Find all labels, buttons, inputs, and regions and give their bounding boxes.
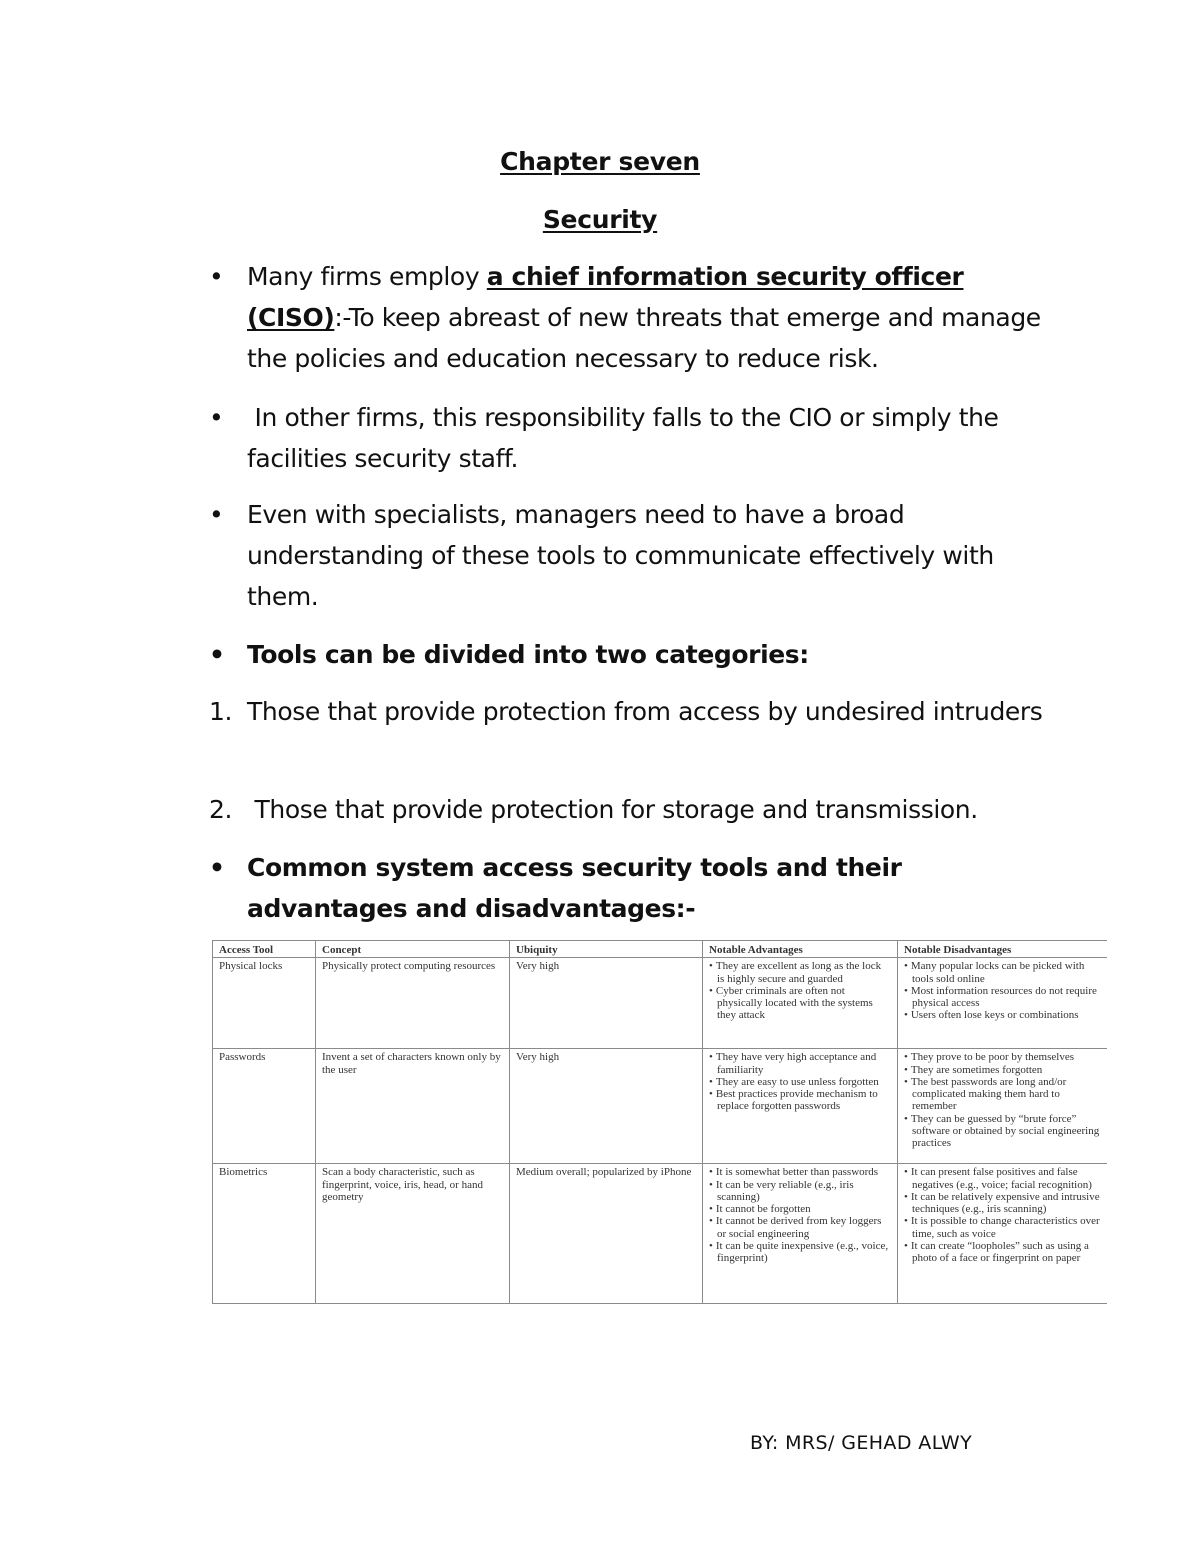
list-item: • Cyber criminals are often not physically located with the systems they attack [709,985,891,1022]
numbered-text: Those that provide protection for storage and transmission. [247,795,978,824]
bullet-text-lead: Many firms employ [247,262,487,291]
bullet-text: In other firms, this responsibility falls to the CIO or simply the facilities security staff. [247,403,1007,473]
section-title: Security [542,205,658,234]
ubiquity-cell: Very high [510,958,703,1049]
column-header: Ubiquity [510,941,703,958]
concept-cell: Scan a body characteristic, such as fingerprint, voice, iris, head, or hand geometry [316,1164,510,1304]
bullet-marker: • [209,853,225,882]
bullet-common-tools [209,847,1059,929]
list-item: • It can be very reliable (e.g., iris scanning) [709,1179,891,1204]
list-item: • It can create “loopholes” such as using a photo of a face or fingerprint on paper [904,1240,1101,1265]
bullet-specialists [209,494,1059,617]
list-item: • Best practices provide mechanism to replace forgotten passwords [709,1088,891,1113]
list-item: • They are excellent as long as the lock is highly secure and guarded [709,960,891,985]
bullet-text-rest: :-To keep abreast of new threats that emerge and manage the policies and education necessary to reduce risk. [247,303,1041,373]
disadvantages-cell [898,1164,1108,1304]
bullet-text: Common system access security tools and their advantages and disadvantages:- [247,853,902,923]
table-row [213,1049,1108,1164]
list-item: • Most information resources do not require physical access [904,985,1101,1010]
bullet-marker: • [209,500,224,529]
list-item: • Many popular locks can be picked with tools sold online [904,960,1101,985]
column-header: Access Tool [213,941,316,958]
concept-cell: Physically protect computing resources [316,958,510,1049]
chapter-title: Chapter seven [500,147,700,176]
list-item: • It is possible to change characteristics over time, such as voice [904,1215,1101,1240]
table-header-row [213,941,1108,958]
list-item: • The best passwords are long and/or complicated making them hard to remember [904,1076,1101,1113]
column-header: Notable Disadvantages [898,941,1108,958]
table-row [213,958,1108,1049]
list-item: • It is somewhat better than passwords [709,1166,891,1178]
list-item: • It can be relatively expensive and intrusive techniques (e.g., iris scanning) [904,1191,1101,1216]
list-item: • They prove to be poor by themselves [904,1051,1101,1063]
ubiquity-cell: Very high [510,1049,703,1164]
ciso-term: a chief information security officer (CISO) [247,262,964,332]
concept-cell: Invent a set of characters known only by the user [316,1049,510,1164]
bullet-tools-categories [209,634,1059,675]
bullet-text: Even with specialists, managers need to have a broad understanding of these tools to communicate effectively with them. [247,500,994,611]
bullet-ciso [209,256,1059,379]
table-row [213,1164,1108,1304]
disadvantages-cell [898,958,1108,1049]
bullet-marker: • [209,403,224,432]
access-tools-table-image [212,940,1107,1313]
list-item: • It can be quite inexpensive (e.g., voice, fingerprint) [709,1240,891,1265]
list-item: • They are easy to use unless forgotten [709,1076,891,1088]
list-item: • They can be guessed by “brute force” software or obtained by social engineering practices [904,1113,1101,1150]
list-item: • They are sometimes forgotten [904,1064,1101,1076]
bullet-other-firms [209,397,1059,479]
bullet-text: Tools can be divided into two categories: [247,640,809,669]
numbered-item-2 [209,789,1059,830]
tool-cell: Physical locks [213,958,316,1049]
list-item: • It cannot be forgotten [709,1203,891,1215]
access-tools-table [212,940,1107,1304]
column-header: Concept [316,941,510,958]
number-marker: 2. [209,795,233,824]
advantages-cell [703,1164,898,1304]
bullet-text [247,256,1059,379]
advantages-cell [703,1049,898,1164]
column-header: Notable Advantages [703,941,898,958]
numbered-text: Those that provide protection from access by undesired intruders [247,697,1043,726]
list-item: • It can present false positives and false negatives (e.g., voice; facial recognition) [904,1166,1101,1191]
bullet-marker: • [209,640,225,669]
list-item: • It cannot be derived from key loggers or social engineering [709,1215,891,1240]
tool-cell: Passwords [213,1049,316,1164]
advantages-cell [703,958,898,1049]
author-footer: BY: MRS/ GEHAD ALWY [750,1432,973,1454]
list-item: • They have very high acceptance and familiarity [709,1051,891,1076]
numbered-item-1 [209,691,1059,732]
number-marker: 1. [209,697,233,726]
disadvantages-cell [898,1049,1108,1164]
list-item: • Users often lose keys or combinations [904,1009,1101,1021]
bullet-marker: • [209,262,224,291]
ubiquity-cell: Medium overall; popularized by iPhone [510,1164,703,1304]
tool-cell: Biometrics [213,1164,316,1304]
